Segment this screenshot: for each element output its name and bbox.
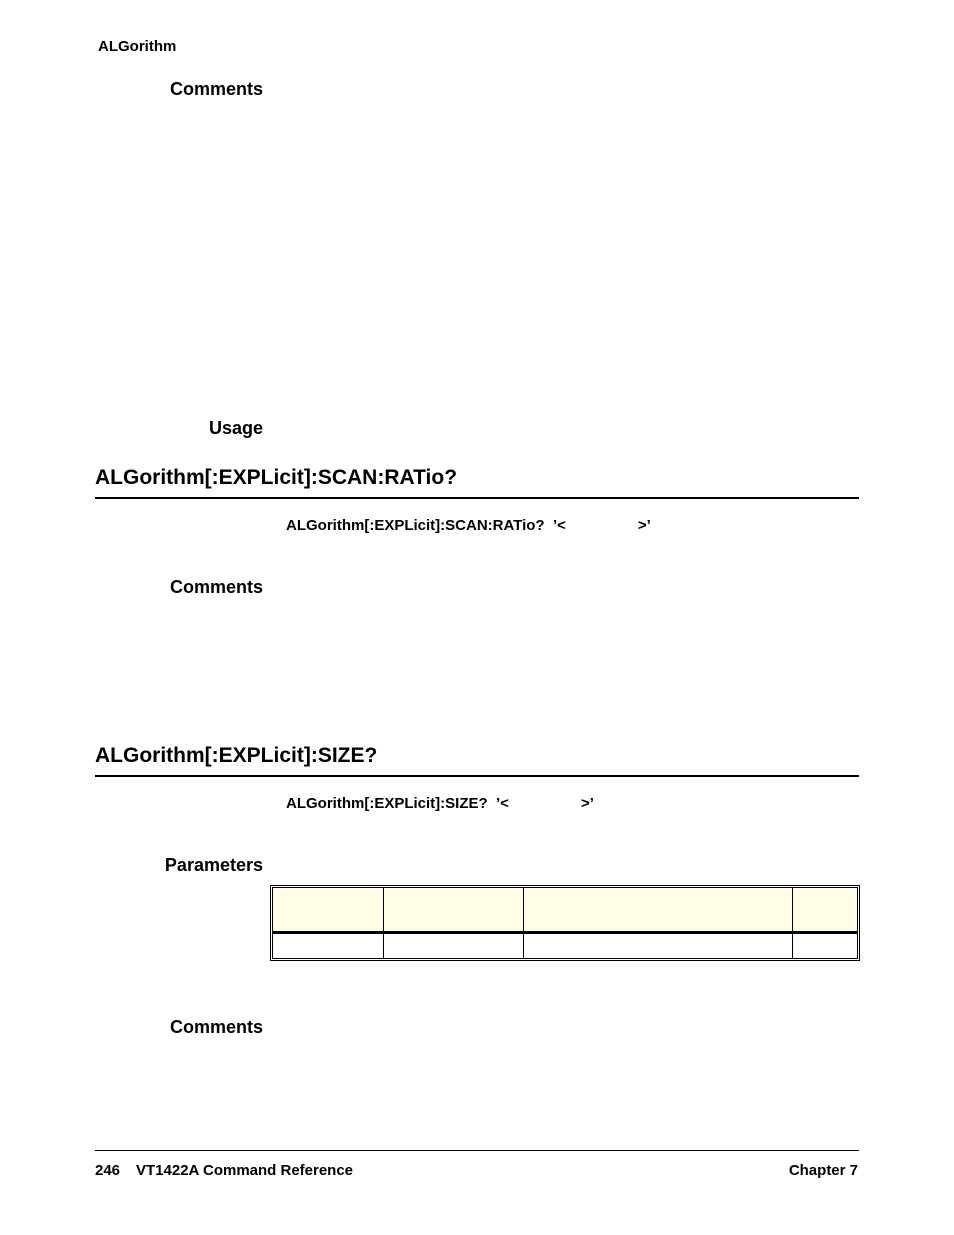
syntax-line-scan-ratio <box>286 517 651 534</box>
comments-heading: Comments <box>169 79 263 99</box>
table-header-cell <box>273 888 384 933</box>
running-head: ALGorithm <box>98 38 177 55</box>
comments-heading: Comments <box>169 1017 263 1037</box>
syntax-close-quote: >’ <box>637 517 651 534</box>
syntax-open-quote: ’< <box>496 795 509 812</box>
footer-page-number: 246 <box>95 1162 121 1179</box>
footer-rule <box>95 1150 859 1151</box>
table-header-cell <box>524 888 792 933</box>
table-cell <box>524 932 792 958</box>
section-title-size: ALGorithm[:EXPLicit]:SIZE? <box>95 744 378 767</box>
usage-heading: Usage <box>208 418 263 438</box>
section-title-scan-ratio: ALGorithm[:EXPLicit]:SCAN:RATio? <box>95 466 458 489</box>
table-header-cell <box>384 888 524 933</box>
footer-doc-title: VT1422A Command Reference <box>136 1162 354 1179</box>
syntax-command: ALGorithm[:EXPLicit]:SCAN:RATio? <box>286 517 545 534</box>
syntax-close-quote: >’ <box>580 795 594 812</box>
table-header-row <box>273 888 858 933</box>
section-rule <box>95 775 859 777</box>
syntax-command: ALGorithm[:EXPLicit]:SIZE? <box>286 795 488 812</box>
parameters-heading: Parameters <box>164 855 263 875</box>
table-header-cell <box>792 888 857 933</box>
parameters-table <box>270 885 860 961</box>
syntax-open-quote: ’< <box>552 517 566 534</box>
table-cell <box>792 932 857 958</box>
comments-heading: Comments <box>169 577 263 597</box>
table-cell <box>273 932 384 958</box>
table-cell <box>384 932 524 958</box>
table-row <box>273 932 858 958</box>
section-rule <box>95 497 859 499</box>
syntax-line-size <box>286 795 594 812</box>
footer-chapter: Chapter 7 <box>788 1162 858 1179</box>
